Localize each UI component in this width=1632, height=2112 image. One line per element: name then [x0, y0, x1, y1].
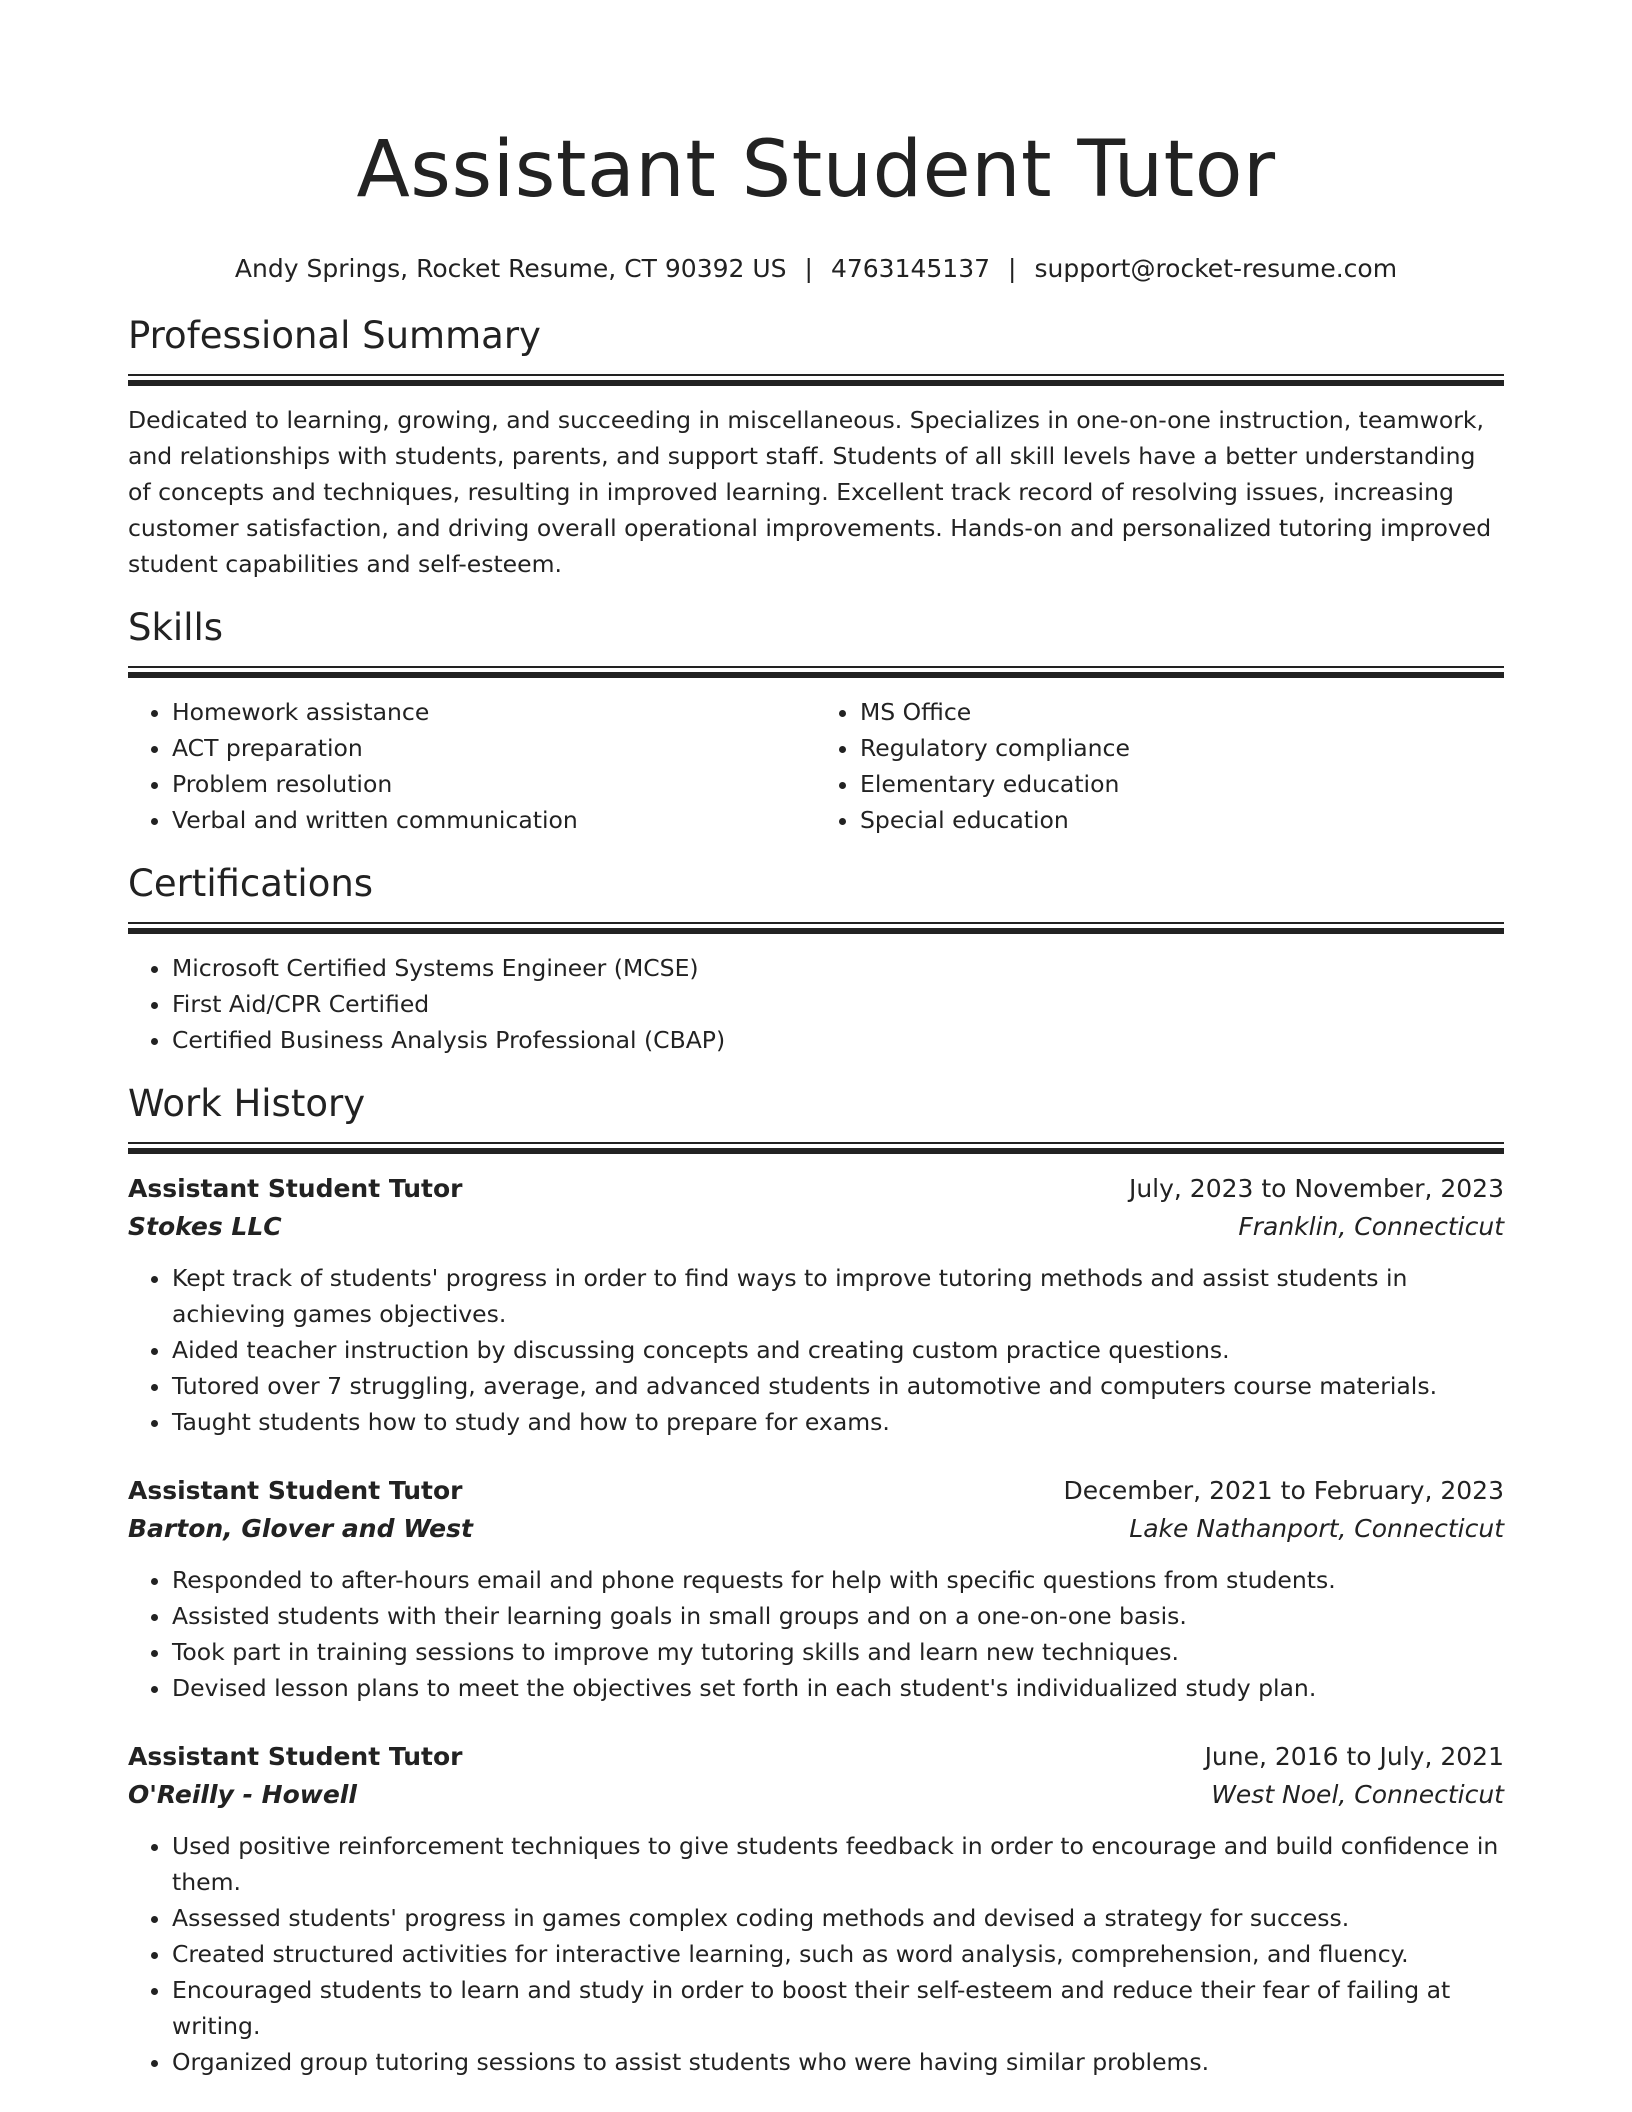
skill-item: • Verbal and written communication: [172, 802, 816, 838]
job-bullet: • Assessed students' progress in games complex coding methods and devised a strategy for success.: [172, 1900, 1504, 1936]
certification-item: • First Aid/CPR Certified: [172, 986, 1504, 1022]
section-divider: [128, 374, 1504, 386]
job-bullet: • Organized group tutoring sessions to assist students who were having similar problems.: [172, 2044, 1504, 2080]
job-subheader: [128, 1776, 1504, 1814]
job-bullet: • Took part in training sessions to improve my tutoring skills and learn new techniques.: [172, 1634, 1504, 1670]
skills-list-left: [128, 694, 816, 838]
job-title: Assistant Student Tutor: [128, 1742, 463, 1771]
section-title: Certifications: [128, 862, 374, 905]
skill-item: • MS Office: [860, 694, 1504, 730]
job-bullet: • Encouraged students to learn and study in order to boost their self-esteem and reduce their fear of failing at writing.: [172, 1972, 1504, 2044]
job-bullet: • Aided teacher instruction by discussing concepts and creating custom practice questions.: [172, 1332, 1504, 1368]
certifications-list: [128, 950, 1504, 1058]
skills-section: [128, 604, 1504, 838]
job-header: [128, 1472, 1504, 1510]
job-company: O'Reilly - Howell: [128, 1780, 357, 1809]
job-entry: [128, 1170, 1504, 1440]
section-title: Work History: [128, 1082, 366, 1125]
contact-separator: |: [804, 254, 813, 283]
section-title: Professional Summary: [128, 314, 541, 357]
job-bullet: • Assisted students with their learning goals in small groups and on a one-on-one basis.: [172, 1598, 1504, 1634]
skill-item: • Special education: [860, 802, 1504, 838]
contact-email: support@rocket-resume.com: [1034, 254, 1398, 283]
job-bullet: • Used positive reinforcement techniques to give students feedback in order to encourage and build confidence in them.: [172, 1828, 1504, 1900]
job-subheader: [128, 1208, 1504, 1246]
job-bullets: [128, 1562, 1504, 1706]
section-divider: [128, 666, 1504, 678]
section-divider: [128, 922, 1504, 934]
contact-separator: |: [1008, 254, 1017, 283]
job-location: Franklin, Connecticut: [1238, 1212, 1504, 1241]
job-bullet: • Created structured activities for interactive learning, such as word analysis, comprehension, and fluency.: [172, 1936, 1504, 1972]
section-title: Skills: [128, 606, 224, 649]
job-bullet: • Taught students how to study and how to prepare for exams.: [172, 1404, 1504, 1440]
job-subheader: [128, 1510, 1504, 1548]
contact-phone: 4763145137: [830, 254, 991, 283]
skill-item: • Elementary education: [860, 766, 1504, 802]
contact-line: [128, 252, 1504, 286]
contact-address: Andy Springs, Rocket Resume, CT 90392 US: [234, 254, 787, 283]
job-bullet: • Devised lesson plans to meet the objectives set forth in each student's individualized study plan.: [172, 1670, 1504, 1706]
job-company: Barton, Glover and West: [128, 1514, 473, 1543]
summary-text: Dedicated to learning, growing, and succeeding in miscellaneous. Specializes in one-on-one instruction, teamwork, and relationships with students, parents, and support staff. Students of all skill levels have a better understanding of concepts and techniques, resulting in improved learning. Excellent track record of resolving issues, increasing customer satisfaction, and driving overall operational improvements. Hands-on and personalized tutoring improved student capabilities and self-esteem.: [128, 406, 1492, 578]
job-bullets: [128, 1260, 1504, 1440]
certification-item: • Microsoft Certified Systems Engineer (MCSE): [172, 950, 1504, 986]
job-bullet: • Tutored over 7 struggling, average, and advanced students in automotive and computers course materials.: [172, 1368, 1504, 1404]
work-history-section: [128, 1080, 1504, 2080]
certifications-section: [128, 860, 1504, 1058]
job-dates: July, 2023 to November, 2023: [1128, 1174, 1504, 1203]
skill-item: • Problem resolution: [172, 766, 816, 802]
job-company: Stokes LLC: [128, 1212, 282, 1241]
job-location: Lake Nathanport, Connecticut: [1129, 1514, 1504, 1543]
job-header: [128, 1738, 1504, 1776]
skills-columns: [128, 694, 1504, 838]
job-bullets: [128, 1828, 1504, 2080]
professional-summary-section: [128, 312, 1504, 582]
job-dates: June, 2016 to July, 2021: [1204, 1742, 1504, 1771]
skill-item: • Regulatory compliance: [860, 730, 1504, 766]
job-location: West Noel, Connecticut: [1211, 1780, 1504, 1809]
section-divider: [128, 1142, 1504, 1154]
job-title: Assistant Student Tutor: [128, 1174, 463, 1203]
job-title: Assistant Student Tutor: [128, 1476, 463, 1505]
skill-item: • ACT preparation: [172, 730, 816, 766]
certification-item: • Certified Business Analysis Professional (CBAP): [172, 1022, 1504, 1058]
skill-item: • Homework assistance: [172, 694, 816, 730]
job-bullet: • Responded to after-hours email and phone requests for help with specific questions from students.: [172, 1562, 1504, 1598]
job-dates: December, 2021 to February, 2023: [1063, 1476, 1504, 1505]
job-header: [128, 1170, 1504, 1208]
job-bullet: • Kept track of students' progress in order to find ways to improve tutoring methods and assist students in achieving games objectives.: [172, 1260, 1504, 1332]
resume-name: Assistant Student Tutor: [356, 125, 1276, 215]
job-entry: [128, 1472, 1504, 1706]
job-entry: [128, 1738, 1504, 2080]
skills-list-right: [816, 694, 1504, 838]
